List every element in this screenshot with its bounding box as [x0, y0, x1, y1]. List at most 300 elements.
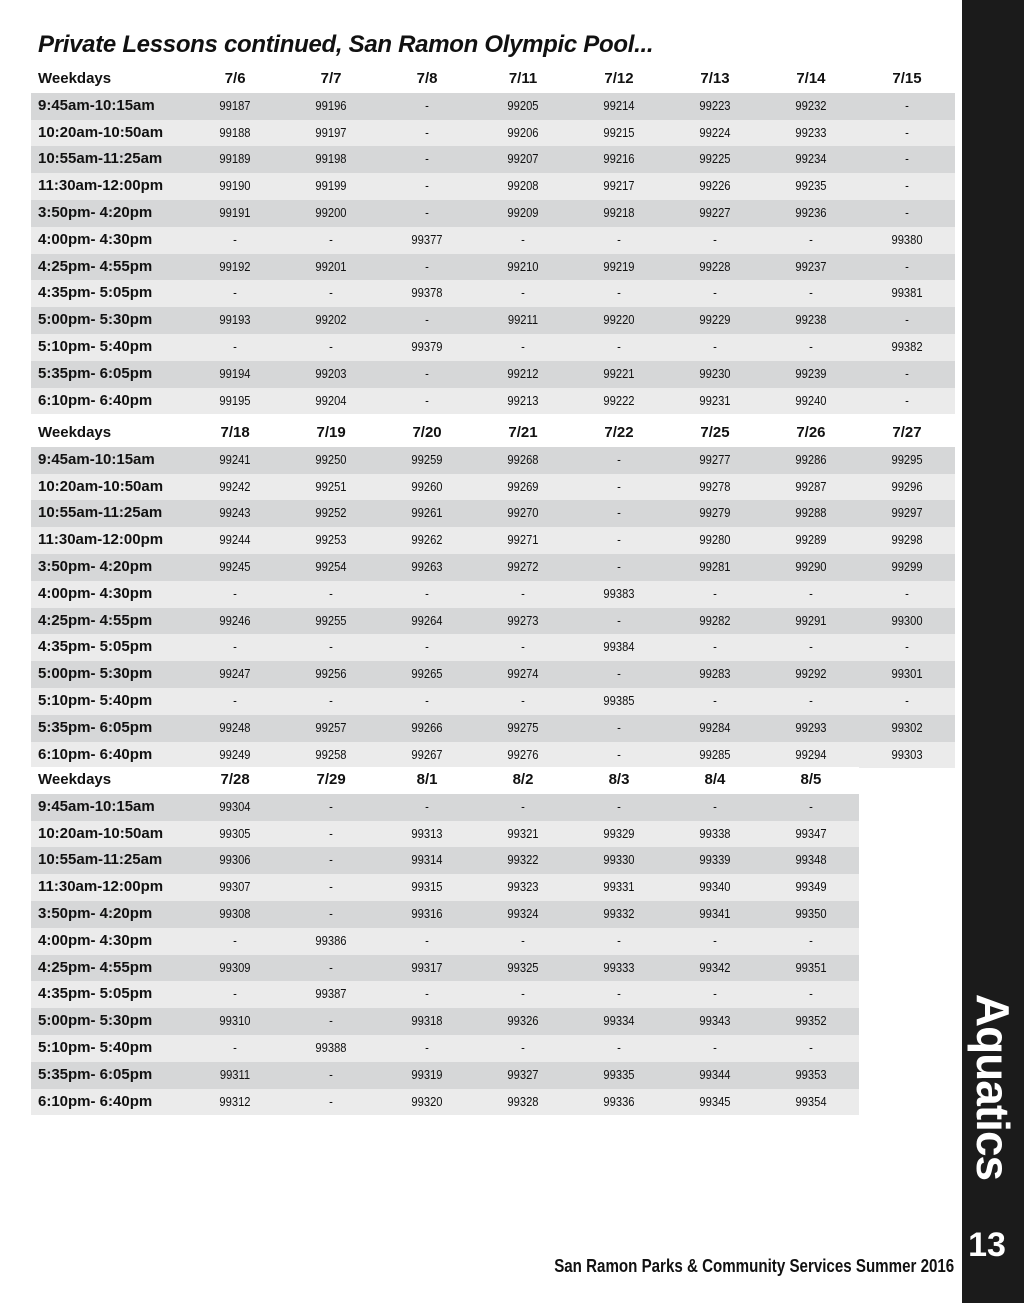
- course-code-cell: 99326: [507, 1013, 539, 1029]
- date-header: 7/12: [604, 70, 634, 87]
- course-code-cell: -: [329, 959, 333, 975]
- course-code-cell: -: [329, 905, 333, 921]
- course-code-cell: -: [905, 312, 909, 328]
- time-slot: 6:10pm- 6:40pm: [38, 1092, 153, 1110]
- time-slot: 5:00pm- 5:30pm: [38, 311, 153, 329]
- course-code-cell: -: [905, 258, 909, 274]
- course-code-cell: 99272: [507, 558, 539, 574]
- course-code-cell: -: [329, 825, 333, 841]
- course-code-cell: 99196: [315, 97, 347, 113]
- date-header: 7/19: [316, 424, 346, 441]
- course-code-cell: 99334: [603, 1013, 635, 1029]
- course-code-cell: 99313: [411, 825, 443, 841]
- course-code-cell: 99230: [699, 365, 731, 381]
- course-code-cell: -: [617, 719, 621, 735]
- course-code-cell: -: [329, 231, 333, 247]
- table-row: [31, 1008, 859, 1035]
- course-code-cell: 99234: [795, 151, 827, 167]
- course-code-cell: 99203: [315, 365, 347, 381]
- course-code-cell: -: [329, 1013, 333, 1029]
- course-code-cell: 99310: [219, 1013, 251, 1029]
- course-code-cell: -: [905, 365, 909, 381]
- course-code-cell: -: [809, 1039, 813, 1055]
- course-code-cell: -: [425, 312, 429, 328]
- course-code-cell: 99197: [315, 124, 347, 140]
- course-code-cell: 99219: [603, 258, 635, 274]
- course-code-cell: 99308: [219, 905, 251, 921]
- course-code-cell: -: [905, 151, 909, 167]
- course-code-cell: -: [713, 692, 717, 708]
- course-code-cell: -: [425, 585, 429, 601]
- course-code-cell: 99201: [315, 258, 347, 274]
- course-code-cell: 99382: [891, 338, 923, 354]
- course-code-cell: -: [809, 986, 813, 1002]
- table-row: [31, 280, 955, 307]
- course-code-cell: 99341: [699, 905, 731, 921]
- time-slot: 11:30am-12:00pm: [38, 531, 164, 549]
- date-header: 8/5: [800, 771, 822, 788]
- course-code-cell: 99332: [603, 905, 635, 921]
- course-code-cell: 99222: [603, 392, 635, 408]
- course-code-cell: 99266: [411, 719, 443, 735]
- course-code-cell: 99303: [891, 746, 923, 762]
- course-code-cell: 99188: [219, 124, 251, 140]
- course-code-cell: -: [617, 478, 621, 494]
- course-code-cell: -: [425, 692, 429, 708]
- course-code-cell: -: [425, 639, 429, 655]
- course-code-cell: -: [425, 798, 429, 814]
- course-code-cell: 99216: [603, 151, 635, 167]
- date-header: 7/11: [508, 70, 538, 87]
- time-slot: 4:35pm- 5:05pm: [38, 985, 153, 1003]
- course-code-cell: 99336: [603, 1093, 635, 1109]
- course-code-cell: 99213: [507, 392, 539, 408]
- date-header: 7/22: [604, 424, 634, 441]
- course-code-cell: 99318: [411, 1013, 443, 1029]
- course-code-cell: 99217: [603, 178, 635, 194]
- course-code-cell: -: [617, 532, 621, 548]
- course-code-cell: 99353: [795, 1066, 827, 1082]
- course-code-cell: 99189: [219, 151, 251, 167]
- table-row: [31, 715, 955, 742]
- course-code-cell: 99352: [795, 1013, 827, 1029]
- course-code-cell: 99270: [507, 505, 539, 521]
- course-code-cell: 99282: [699, 612, 731, 628]
- date-header: 7/7: [320, 70, 342, 87]
- course-code-cell: 99342: [699, 959, 731, 975]
- time-slot: 5:10pm- 5:40pm: [38, 1038, 153, 1056]
- course-code-cell: 99288: [795, 505, 827, 521]
- course-code-cell: 99325: [507, 959, 539, 975]
- time-slot: 3:50pm- 4:20pm: [38, 904, 153, 922]
- course-code-cell: 99273: [507, 612, 539, 628]
- course-code-cell: 99251: [315, 478, 347, 494]
- course-code-cell: -: [713, 932, 717, 948]
- course-code-cell: -: [713, 798, 717, 814]
- time-slot: 4:00pm- 4:30pm: [38, 230, 153, 248]
- course-code-cell: 99232: [795, 97, 827, 113]
- date-header: 7/25: [700, 424, 730, 441]
- course-code-cell: -: [809, 338, 813, 354]
- course-code-cell: 99238: [795, 312, 827, 328]
- date-header: 7/27: [892, 424, 922, 441]
- course-code-cell: 99202: [315, 312, 347, 328]
- time-slot: 11:30am-12:00pm: [38, 177, 164, 195]
- course-code-cell: 99320: [411, 1093, 443, 1109]
- course-code-cell: -: [425, 178, 429, 194]
- date-header: 7/13: [700, 70, 730, 87]
- time-slot: 6:10pm- 6:40pm: [38, 745, 153, 763]
- course-code-cell: 99324: [507, 905, 539, 921]
- course-code-cell: 99263: [411, 558, 443, 574]
- course-code-cell: -: [617, 505, 621, 521]
- course-code-cell: 99215: [603, 124, 635, 140]
- course-code-cell: -: [329, 1066, 333, 1082]
- table-row: [31, 1062, 859, 1089]
- course-code-cell: 99261: [411, 505, 443, 521]
- course-code-cell: -: [809, 932, 813, 948]
- course-code-cell: -: [617, 285, 621, 301]
- course-code-cell: 99246: [219, 612, 251, 628]
- course-code-cell: 99280: [699, 532, 731, 548]
- time-slot: 10:55am-11:25am: [38, 150, 163, 168]
- time-slot: 4:25pm- 4:55pm: [38, 958, 153, 976]
- course-code-cell: 99231: [699, 392, 731, 408]
- table-row: [31, 334, 955, 361]
- course-code-cell: -: [521, 338, 525, 354]
- course-code-cell: 99307: [219, 879, 251, 895]
- course-code-cell: -: [617, 932, 621, 948]
- table-row: [31, 1035, 859, 1062]
- course-code-cell: 99338: [699, 825, 731, 841]
- course-code-cell: 99249: [219, 746, 251, 762]
- course-code-cell: -: [809, 285, 813, 301]
- course-code-cell: 99387: [315, 986, 347, 1002]
- course-code-cell: -: [233, 932, 237, 948]
- course-code-cell: 99354: [795, 1093, 827, 1109]
- table-row: [31, 847, 859, 874]
- time-slot: 10:55am-11:25am: [38, 504, 163, 522]
- course-code-cell: 99351: [795, 959, 827, 975]
- course-code-cell: 99209: [507, 204, 539, 220]
- course-code-cell: 99243: [219, 505, 251, 521]
- time-slot: 4:25pm- 4:55pm: [38, 257, 153, 275]
- course-code-cell: 99294: [795, 746, 827, 762]
- table-row: [31, 981, 859, 1008]
- time-slot: 9:45am-10:15am: [38, 96, 155, 114]
- course-code-cell: 99384: [603, 639, 635, 655]
- course-code-cell: 99276: [507, 746, 539, 762]
- course-code-cell: 99205: [507, 97, 539, 113]
- page-title: Private Lessons continued, San Ramon Olympic Pool...: [38, 31, 654, 58]
- course-code-cell: 99275: [507, 719, 539, 735]
- time-slot: 10:20am-10:50am: [38, 123, 164, 141]
- course-code-cell: 99198: [315, 151, 347, 167]
- course-code-cell: 99330: [603, 852, 635, 868]
- course-code-cell: 99236: [795, 204, 827, 220]
- course-code-cell: -: [233, 639, 237, 655]
- course-code-cell: 99284: [699, 719, 731, 735]
- course-code-cell: -: [617, 986, 621, 1002]
- course-code-cell: -: [713, 585, 717, 601]
- course-code-cell: 99343: [699, 1013, 731, 1029]
- course-code-cell: 99221: [603, 365, 635, 381]
- course-code-cell: -: [329, 1093, 333, 1109]
- course-code-cell: -: [713, 1039, 717, 1055]
- table-row: [31, 688, 955, 715]
- course-code-cell: -: [425, 258, 429, 274]
- course-code-cell: 99302: [891, 719, 923, 735]
- course-code-cell: 99322: [507, 852, 539, 868]
- course-code-cell: -: [809, 585, 813, 601]
- course-code-cell: 99378: [411, 285, 443, 301]
- table-row: [31, 661, 955, 688]
- time-slot: 5:35pm- 6:05pm: [38, 718, 153, 736]
- time-slot: 10:20am-10:50am: [38, 824, 164, 842]
- course-code-cell: 99340: [699, 879, 731, 895]
- course-code-cell: 99239: [795, 365, 827, 381]
- table-row: [31, 554, 955, 581]
- course-code-cell: 99265: [411, 666, 443, 682]
- course-code-cell: -: [521, 1039, 525, 1055]
- table-header-row: [31, 66, 955, 93]
- course-code-cell: -: [521, 798, 525, 814]
- time-slot: 5:35pm- 6:05pm: [38, 1065, 153, 1083]
- course-code-cell: 99339: [699, 852, 731, 868]
- course-code-cell: -: [713, 986, 717, 1002]
- course-code-cell: -: [425, 365, 429, 381]
- course-code-cell: 99344: [699, 1066, 731, 1082]
- section-label: Aquatics: [967, 993, 1019, 1181]
- course-code-cell: -: [329, 798, 333, 814]
- course-code-cell: -: [809, 639, 813, 655]
- course-code-cell: 99210: [507, 258, 539, 274]
- date-header: 7/26: [796, 424, 826, 441]
- course-code-cell: 99260: [411, 478, 443, 494]
- table-row: [31, 634, 955, 661]
- table-row: [31, 227, 955, 254]
- course-code-cell: 99385: [603, 692, 635, 708]
- course-code-cell: -: [425, 204, 429, 220]
- table-row: [31, 955, 859, 982]
- course-code-cell: 99258: [315, 746, 347, 762]
- table-row: [31, 794, 859, 821]
- course-code-cell: 99347: [795, 825, 827, 841]
- time-slot: 4:00pm- 4:30pm: [38, 584, 153, 602]
- date-header: 7/28: [220, 771, 250, 788]
- course-code-cell: 99274: [507, 666, 539, 682]
- course-code-cell: 99380: [891, 231, 923, 247]
- course-code-cell: 99327: [507, 1066, 539, 1082]
- course-code-cell: -: [617, 231, 621, 247]
- course-code-cell: 99254: [315, 558, 347, 574]
- course-code-cell: -: [329, 585, 333, 601]
- course-code-cell: 99304: [219, 798, 251, 814]
- course-code-cell: 99218: [603, 204, 635, 220]
- time-slot: 3:50pm- 4:20pm: [38, 203, 153, 221]
- course-code-cell: 99383: [603, 585, 635, 601]
- course-code-cell: 99349: [795, 879, 827, 895]
- course-code-cell: 99296: [891, 478, 923, 494]
- table-row: [31, 1089, 859, 1116]
- course-code-cell: -: [713, 338, 717, 354]
- table-row: [31, 146, 955, 173]
- course-code-cell: 99247: [219, 666, 251, 682]
- date-header: 7/15: [892, 70, 922, 87]
- course-code-cell: -: [521, 986, 525, 1002]
- course-code-cell: -: [329, 639, 333, 655]
- course-code-cell: -: [617, 666, 621, 682]
- course-code-cell: 99333: [603, 959, 635, 975]
- table-row: [31, 173, 955, 200]
- course-code-cell: 99241: [219, 451, 251, 467]
- date-header: 7/6: [224, 70, 246, 87]
- time-slot: 5:35pm- 6:05pm: [38, 364, 153, 382]
- course-code-cell: 99211: [507, 312, 539, 328]
- table-row: [31, 608, 955, 635]
- course-code-cell: -: [521, 231, 525, 247]
- table-row: [31, 307, 955, 334]
- course-code-cell: 99316: [411, 905, 443, 921]
- course-code-cell: -: [809, 692, 813, 708]
- course-code-cell: 99350: [795, 905, 827, 921]
- course-code-cell: 99312: [219, 1093, 251, 1109]
- schedule-table-2: [31, 420, 955, 768]
- course-code-cell: -: [329, 285, 333, 301]
- course-code-cell: 99248: [219, 719, 251, 735]
- course-code-cell: 99237: [795, 258, 827, 274]
- course-code-cell: 99256: [315, 666, 347, 682]
- course-code-cell: 99193: [219, 312, 251, 328]
- time-slot: 9:45am-10:15am: [38, 797, 155, 815]
- course-code-cell: -: [233, 986, 237, 1002]
- date-header: 7/20: [412, 424, 442, 441]
- course-code-cell: -: [905, 124, 909, 140]
- course-code-cell: -: [809, 798, 813, 814]
- course-code-cell: 99285: [699, 746, 731, 762]
- time-slot: 4:35pm- 5:05pm: [38, 284, 153, 302]
- course-code-cell: -: [521, 285, 525, 301]
- course-code-cell: 99329: [603, 825, 635, 841]
- course-code-cell: -: [425, 124, 429, 140]
- table-row: [31, 120, 955, 147]
- course-code-cell: -: [905, 692, 909, 708]
- course-code-cell: 99252: [315, 505, 347, 521]
- course-code-cell: -: [425, 932, 429, 948]
- course-code-cell: 99226: [699, 178, 731, 194]
- course-code-cell: -: [617, 451, 621, 467]
- course-code-cell: 99250: [315, 451, 347, 467]
- course-code-cell: 99191: [219, 204, 251, 220]
- course-code-cell: 99297: [891, 505, 923, 521]
- weekdays-header: Weekdays: [38, 424, 112, 441]
- course-code-cell: -: [233, 692, 237, 708]
- course-code-cell: 99190: [219, 178, 251, 194]
- course-code-cell: 99317: [411, 959, 443, 975]
- date-header: 7/14: [796, 70, 826, 87]
- course-code-cell: 99257: [315, 719, 347, 735]
- course-code-cell: 99287: [795, 478, 827, 494]
- table-row: [31, 928, 859, 955]
- time-slot: 9:45am-10:15am: [38, 450, 155, 468]
- course-code-cell: 99264: [411, 612, 443, 628]
- course-code-cell: 99242: [219, 478, 251, 494]
- time-slot: 11:30am-12:00pm: [38, 878, 164, 896]
- course-code-cell: 99240: [795, 392, 827, 408]
- course-code-cell: 99309: [219, 959, 251, 975]
- table-row: [31, 388, 955, 415]
- course-code-cell: 99331: [603, 879, 635, 895]
- time-slot: 10:20am-10:50am: [38, 477, 164, 495]
- course-code-cell: 99319: [411, 1066, 443, 1082]
- course-code-cell: 99335: [603, 1066, 635, 1082]
- date-header: 8/3: [608, 771, 630, 788]
- table-row: [31, 474, 955, 501]
- course-code-cell: -: [617, 612, 621, 628]
- date-header: 7/21: [508, 424, 538, 441]
- table-row: [31, 527, 955, 554]
- table-row: [31, 500, 955, 527]
- course-code-cell: -: [233, 231, 237, 247]
- course-code-cell: 99206: [507, 124, 539, 140]
- course-code-cell: -: [329, 692, 333, 708]
- date-header: 7/8: [416, 70, 438, 87]
- course-code-cell: -: [617, 798, 621, 814]
- course-code-cell: -: [233, 285, 237, 301]
- course-code-cell: -: [425, 97, 429, 113]
- date-header: 8/1: [416, 771, 438, 788]
- time-slot: 10:55am-11:25am: [38, 851, 163, 869]
- date-header: 8/2: [512, 771, 534, 788]
- time-slot: 4:25pm- 4:55pm: [38, 611, 153, 629]
- course-code-cell: -: [329, 338, 333, 354]
- course-code-cell: 99223: [699, 97, 731, 113]
- course-code-cell: -: [713, 285, 717, 301]
- course-code-cell: 99315: [411, 879, 443, 895]
- table-row: [31, 93, 955, 120]
- course-code-cell: 99199: [315, 178, 347, 194]
- course-code-cell: 99300: [891, 612, 923, 628]
- course-code-cell: -: [233, 585, 237, 601]
- course-code-cell: 99348: [795, 852, 827, 868]
- course-code-cell: -: [425, 392, 429, 408]
- course-code-cell: -: [617, 558, 621, 574]
- course-code-cell: 99283: [699, 666, 731, 682]
- table-header-row: [31, 767, 859, 794]
- course-code-cell: 99321: [507, 825, 539, 841]
- course-code-cell: -: [233, 1039, 237, 1055]
- course-code-cell: 99298: [891, 532, 923, 548]
- course-code-cell: 99377: [411, 231, 443, 247]
- table-row: [31, 200, 955, 227]
- course-code-cell: 99290: [795, 558, 827, 574]
- table-header-row: [31, 420, 955, 447]
- course-code-cell: 99323: [507, 879, 539, 895]
- course-code-cell: -: [905, 585, 909, 601]
- course-code-cell: 99207: [507, 151, 539, 167]
- course-code-cell: -: [425, 1039, 429, 1055]
- course-code-cell: -: [329, 852, 333, 868]
- course-code-cell: 99291: [795, 612, 827, 628]
- time-slot: 4:00pm- 4:30pm: [38, 931, 153, 949]
- course-code-cell: 99244: [219, 532, 251, 548]
- course-code-cell: 99233: [795, 124, 827, 140]
- course-code-cell: 99388: [315, 1039, 347, 1055]
- table-row: [31, 447, 955, 474]
- course-code-cell: 99259: [411, 451, 443, 467]
- course-code-cell: 99277: [699, 451, 731, 467]
- date-header: 7/18: [220, 424, 250, 441]
